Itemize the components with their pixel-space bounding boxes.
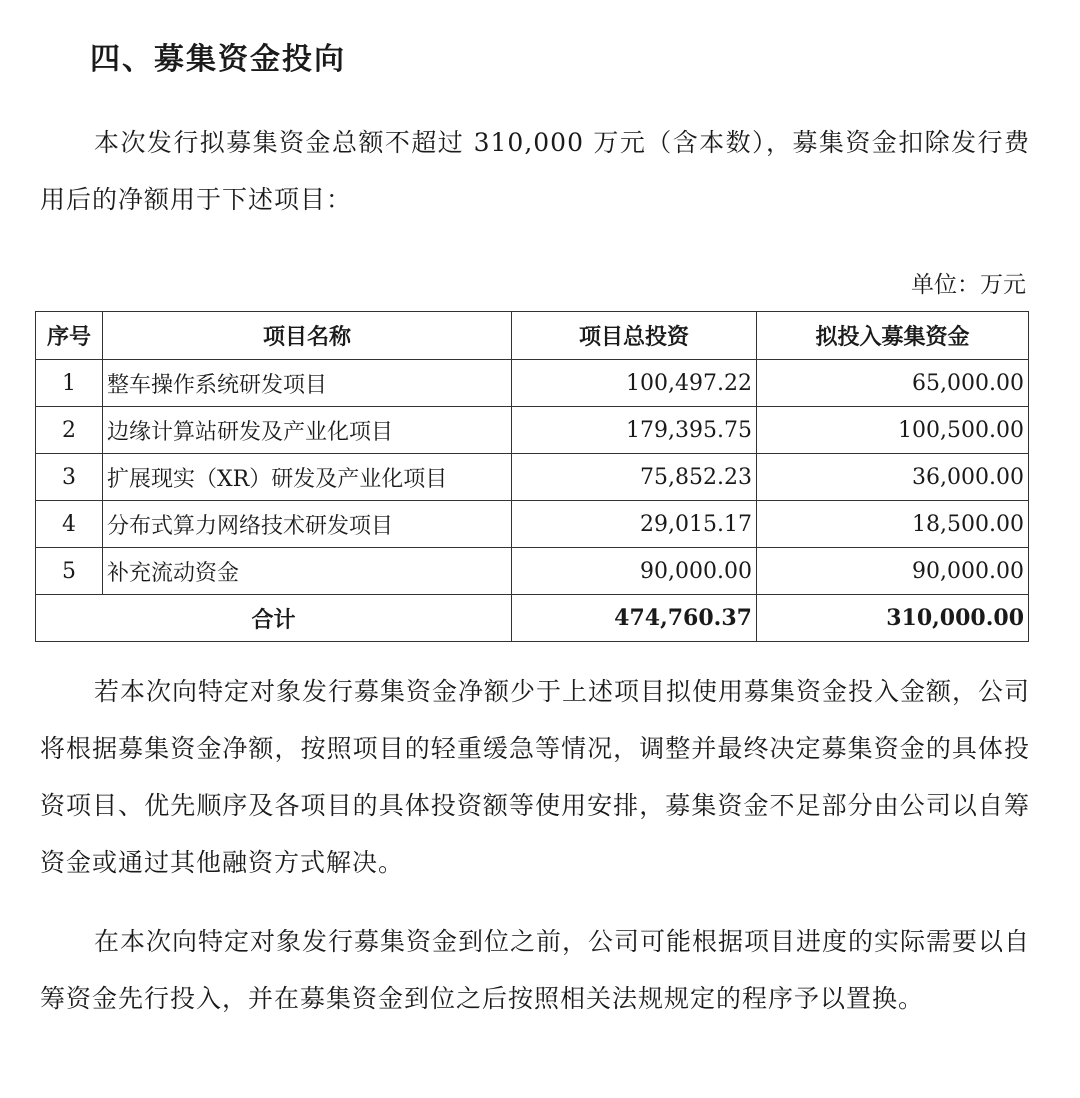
row-no: 3 <box>36 454 103 501</box>
row-project-name: 补充流动资金 <box>103 548 512 595</box>
investment-table <box>35 311 1029 642</box>
row-no: 2 <box>36 407 103 454</box>
table-row <box>36 454 1029 501</box>
row-project-name: 扩展现实（XR）研发及产业化项目 <box>103 454 512 501</box>
row-raised-funds: 18,500.00 <box>756 501 1028 548</box>
row-raised-funds: 90,000.00 <box>756 548 1028 595</box>
row-total-investment: 179,395.75 <box>512 407 757 454</box>
total-investment-sum: 474,760.37 <box>512 595 757 642</box>
table-header-row <box>36 312 1029 360</box>
intro-paragraph: 本次发行拟募集资金总额不超过 310,000 万元（含本数），募集资金扣除发行费用后的净额用于下述项目： <box>40 128 1030 214</box>
row-raised-funds: 36,000.00 <box>756 454 1028 501</box>
row-project-name: 边缘计算站研发及产业化项目 <box>103 407 512 454</box>
row-total-investment: 90,000.00 <box>512 548 757 595</box>
row-no: 1 <box>36 360 103 407</box>
row-no: 4 <box>36 501 103 548</box>
header-no: 序号 <box>36 312 103 360</box>
unit-label: 单位：万元 <box>911 272 1026 298</box>
total-raised-sum: 310,000.00 <box>756 595 1028 642</box>
row-raised-funds: 65,000.00 <box>756 360 1028 407</box>
total-label: 合计 <box>36 595 512 642</box>
row-total-investment: 75,852.23 <box>512 454 757 501</box>
table-row <box>36 407 1029 454</box>
section-heading: 四、募集资金投向 <box>90 42 346 77</box>
header-raised-funds: 拟投入募集资金 <box>756 312 1028 360</box>
header-total-investment: 项目总投资 <box>512 312 757 360</box>
shortfall-paragraph: 若本次向特定对象发行募集资金净额少于上述项目拟使用募集资金投入金额，公司将根据募集资金净额，按照项目的轻重缓急等情况，调整并最终决定募集资金的具体投资项目、优先顺序及各项目的具体投资额等使用安排，募集资金不足部分由公司以自筹资金或通过其他融资方式解决。 <box>40 677 1031 877</box>
row-total-investment: 29,015.17 <box>512 501 757 548</box>
header-project-name: 项目名称 <box>103 312 512 360</box>
table-total-row <box>36 595 1029 642</box>
prefunding-paragraph: 在本次向特定对象发行募集资金到位之前，公司可能根据项目进度的实际需要以自筹资金先行投入，并在募集资金到位之后按照相关法规规定的程序予以置换。 <box>40 927 1031 1013</box>
table-row <box>36 548 1029 595</box>
row-total-investment: 100,497.22 <box>512 360 757 407</box>
row-project-name: 整车操作系统研发项目 <box>103 360 512 407</box>
table-row <box>36 501 1029 548</box>
row-raised-funds: 100,500.00 <box>756 407 1028 454</box>
row-project-name: 分布式算力网络技术研发项目 <box>103 501 512 548</box>
table-row <box>36 360 1029 407</box>
row-no: 5 <box>36 548 103 595</box>
